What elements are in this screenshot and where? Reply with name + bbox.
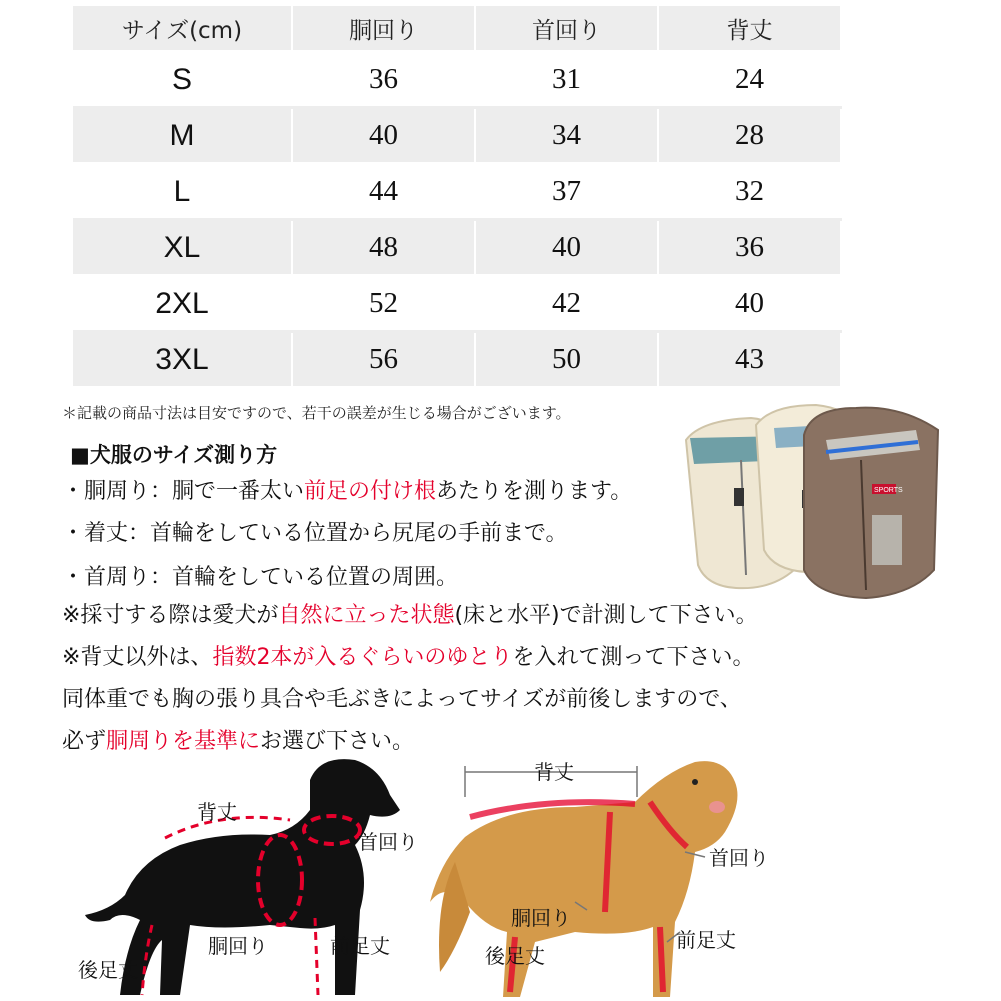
weight-instruction: 同体重でも胸の張り具合や毛ぶきによってサイズが前後しますので、 bbox=[62, 687, 742, 712]
cell-back: 43 bbox=[658, 332, 841, 388]
table-row bbox=[73, 52, 841, 108]
left-hind-leg-label: 後足丈 bbox=[78, 958, 138, 982]
cell-girth: 52 bbox=[292, 276, 475, 332]
table-row bbox=[73, 276, 841, 332]
cell-size: XL bbox=[73, 220, 292, 276]
cell-back: 32 bbox=[658, 164, 841, 220]
brown-vest-image bbox=[804, 408, 938, 598]
cell-size: 2XL bbox=[73, 276, 292, 332]
left-girth-label: 胴回り bbox=[208, 934, 268, 958]
slack-text-a: ※背丈以外は、 bbox=[62, 645, 213, 670]
slack-text-b: 指数2本が入るぐらいのゆとり bbox=[212, 645, 513, 670]
header-size: サイズ(cm) bbox=[73, 6, 292, 52]
cell-size: L bbox=[73, 164, 292, 220]
table-header-row bbox=[73, 6, 841, 52]
cell-size: M bbox=[73, 108, 292, 164]
cell-size: S bbox=[73, 52, 292, 108]
cell-neck: 50 bbox=[475, 332, 658, 388]
cell-neck: 31 bbox=[475, 52, 658, 108]
table-row bbox=[73, 220, 841, 276]
table-row bbox=[73, 164, 841, 220]
cell-size: 3XL bbox=[73, 332, 292, 388]
right-front-leg-label: 前足丈 bbox=[676, 928, 736, 952]
measure-heading: ■犬服のサイズ測り方 bbox=[70, 443, 278, 467]
cell-back: 24 bbox=[658, 52, 841, 108]
left-neck-label: 首回り bbox=[358, 830, 418, 854]
girth-instruction bbox=[62, 474, 632, 505]
basis-text-c: お選び下さい。 bbox=[260, 729, 415, 754]
cell-back: 40 bbox=[658, 276, 841, 332]
neck-instruction: ・首周り：首輪をしている位置の周囲。 bbox=[62, 565, 459, 590]
cell-girth: 44 bbox=[292, 164, 475, 220]
vest-product-photo bbox=[676, 400, 946, 600]
stand-text-a: ※採寸する際は愛犬が bbox=[62, 603, 279, 628]
cell-neck: 34 bbox=[475, 108, 658, 164]
left-back-label: 背丈 bbox=[197, 800, 237, 824]
header-back: 背丈 bbox=[658, 6, 841, 52]
length-instruction: ・着丈：首輪をしている位置から尻尾の手前まで。 bbox=[62, 521, 568, 546]
cell-neck: 42 bbox=[475, 276, 658, 332]
basis-text-b: 胴周りを基準に bbox=[106, 729, 261, 754]
table-row bbox=[73, 332, 841, 388]
girth-text-b: 前足の付け根 bbox=[304, 479, 437, 504]
stand-instruction bbox=[62, 598, 758, 629]
golden-retriever-image bbox=[430, 761, 737, 997]
disclaimer-note: ＊記載の商品寸法は目安ですので、若干の誤差が生じる場合がございます。 bbox=[62, 404, 571, 422]
right-neck-label: 首回り bbox=[709, 846, 769, 870]
stand-text-c: (床と水平)で計測して下さい。 bbox=[454, 603, 758, 628]
cell-girth: 48 bbox=[292, 220, 475, 276]
header-neck: 首回り bbox=[475, 6, 658, 52]
vest-badge-text: SPORTS bbox=[874, 487, 903, 494]
right-hind-leg-label: 後足丈 bbox=[485, 944, 545, 968]
cell-girth: 40 bbox=[292, 108, 475, 164]
size-table bbox=[73, 6, 842, 389]
cell-neck: 37 bbox=[475, 164, 658, 220]
slack-instruction bbox=[62, 640, 754, 671]
girth-text-c: あたりを測ります。 bbox=[436, 479, 633, 504]
cell-back: 28 bbox=[658, 108, 841, 164]
header-girth: 胴回り bbox=[292, 6, 475, 52]
slack-text-c: を入れて測って下さい。 bbox=[512, 645, 755, 670]
cell-girth: 36 bbox=[292, 52, 475, 108]
girth-text-a: ・胴周り：胴で一番太い bbox=[62, 479, 305, 504]
left-front-leg-label: 前足丈 bbox=[330, 934, 390, 958]
basis-text-a: 必ず bbox=[62, 729, 107, 754]
right-girth-label: 胴回り bbox=[511, 906, 571, 930]
stand-text-b: 自然に立った状態 bbox=[278, 603, 455, 628]
right-back-label: 背丈 bbox=[534, 760, 574, 784]
cell-back: 36 bbox=[658, 220, 841, 276]
table-row bbox=[73, 108, 841, 164]
cell-girth: 56 bbox=[292, 332, 475, 388]
cell-neck: 40 bbox=[475, 220, 658, 276]
